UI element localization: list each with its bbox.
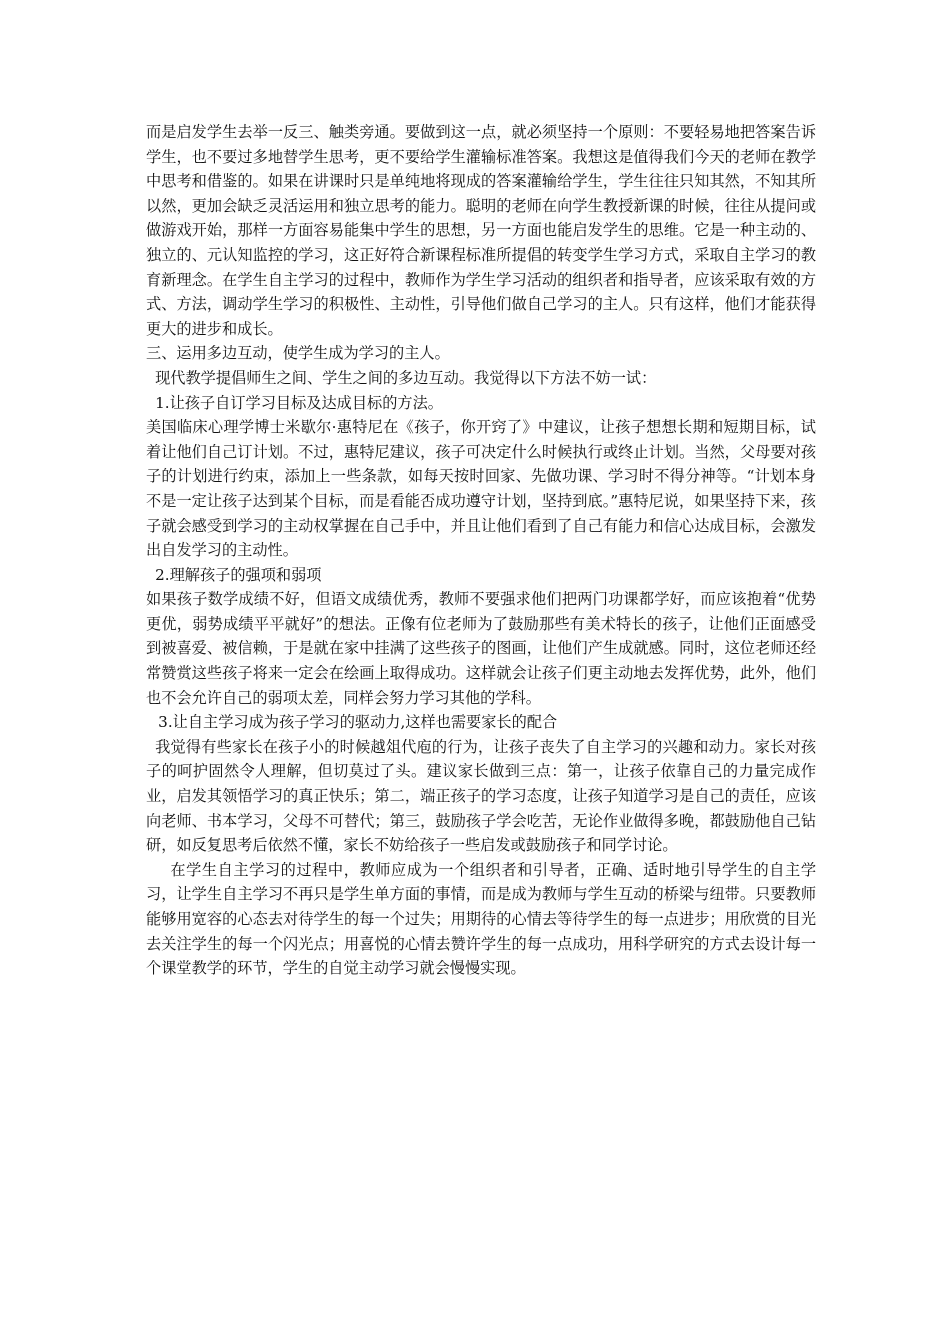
body-paragraph-conclusion: 在学生自主学习的过程中，教师应成为一个组织者和引导者，正确、适时地引导学生的自主学习，让学生自主学习不再只是学生单方面的事情，而是成为教师与学生互动的桥梁与纽带。只要教师能够用宽容的心态去对待学生的每一个过失；用期待的心情去等待学生的每一点进步；用欣赏的目光去关注学生的每一个闪光点；用喜悦的心情去赞许学生的每一点成功，用科学研究的方式去设计每一个课堂教学的环节，学生的自觉主动学习就会慢慢实现。 [146, 860, 816, 978]
section-heading-3: 三、运用多边互动，使学生成为学习的主人。 [146, 344, 450, 363]
body-paragraph-goals: 美国临床心理学博士米歇尔·惠特尼在《孩子，你开窍了》中建议，让孩子想想长期和短期目标，试着让他们自己订计划。不过，惠特尼建议，孩子可决定什么时候执行或终止计划。当然，父母要对孩子的计划进行约束，添加上一些条款，如每天按时回家、先做功课、学习时不得分神等。“计划本身不是一定让孩子达到某个目标，而是看能否成功遵守计划，坚持到底。”惠特尼说，如果坚持下来，孩子就会感受到学习的主动权掌握在自己手中，并且让他们看到了自己有能力和信心达成目标，会激发出自发学习的主动性。 [146, 418, 816, 560]
subheading-2: 2.理解孩子的强项和弱项 [155, 565, 322, 584]
body-paragraph-1: 而是启发学生去举一反三、触类旁通。要做到这一点，就必须坚持一个原则：不要轻易地把答案告诉学生，也不要过多地替学生思考，更不要给学生灌输标准答案。我想这是值得我们今天的老师在教学中思考和借鉴的。如果在讲课时只是单纯地将现成的答案灌输给学生，学生往往只知其然，不知其所以然，更加会缺乏灵活运用和独立思考的能力。聪明的老师在向学生教授新课的时候，往往从提问或做游戏开始，那样一方面容易能集中学生的思想，另一方面也能启发学生的思维。它是一种主动的、独立的、元认知监控的学习，这正好符合新课程标准所提倡的转变学生学习方式，采取自主学习的教育新理念。在学生自主学习的过程中，教师作为学生学习活动的组织者和指导者，应该采取有效的方式、方法，调动学生学习的积极性、主动性，引导他们做自己学习的主人。只有这样，他们才能获得更大的进步和成长。 [146, 123, 816, 338]
body-paragraph-parents: 我觉得有些家长在孩子小的时候越俎代庖的行为，让孩子丧失了自主学习的兴趣和动力。家长对孩子的呵护固然令人理解，但切莫过了头。建议家长做到三点：第一，让孩子依靠自己的力量完成作业，启发其领悟学习的真正快乐；第二，端正孩子的学习态度，让孩子知道学习是自己的责任，应该向老师、书本学习，父母不可替代；第三，鼓励孩子学会吃苦，无论作业做得多晚，都鼓励他自己钻研，如反复思考后依然不懂，家长不妨给孩子一些启发或鼓励孩子和同学讨论。 [146, 737, 816, 855]
document-page [146, 120, 816, 981]
subheading-3: 3.让自主学习成为孩子学习的驱动力,这样也需要家长的配合 [158, 713, 558, 732]
body-paragraph-strengths: 如果孩子数学成绩不好，但语文成绩优秀，教师不要强求他们把两门功课都学好，而应该抱着“优势更优，弱势成绩平平就好”的想法。正像有位老师为了鼓励那些有美术特长的孩子，让他们正面感受到被喜爱、被信赖，于是就在家中挂满了这些孩子的图画，让他们产生成就感。同时，这位老师还经常赞赏这些孩子将来一定会在绘画上取得成功。这样就会让孩子们更主动地去发挥优势，此外，他们也不会允许自己的弱项太差，同样会努力学习其他的学科。 [146, 590, 816, 707]
intro-paragraph: 现代教学提倡师生之间、学生之间的多边互动。我觉得以下方法不妨一试： [155, 368, 657, 387]
subheading-1: 1.让孩子自订学习目标及达成目标的方法。 [155, 393, 443, 412]
